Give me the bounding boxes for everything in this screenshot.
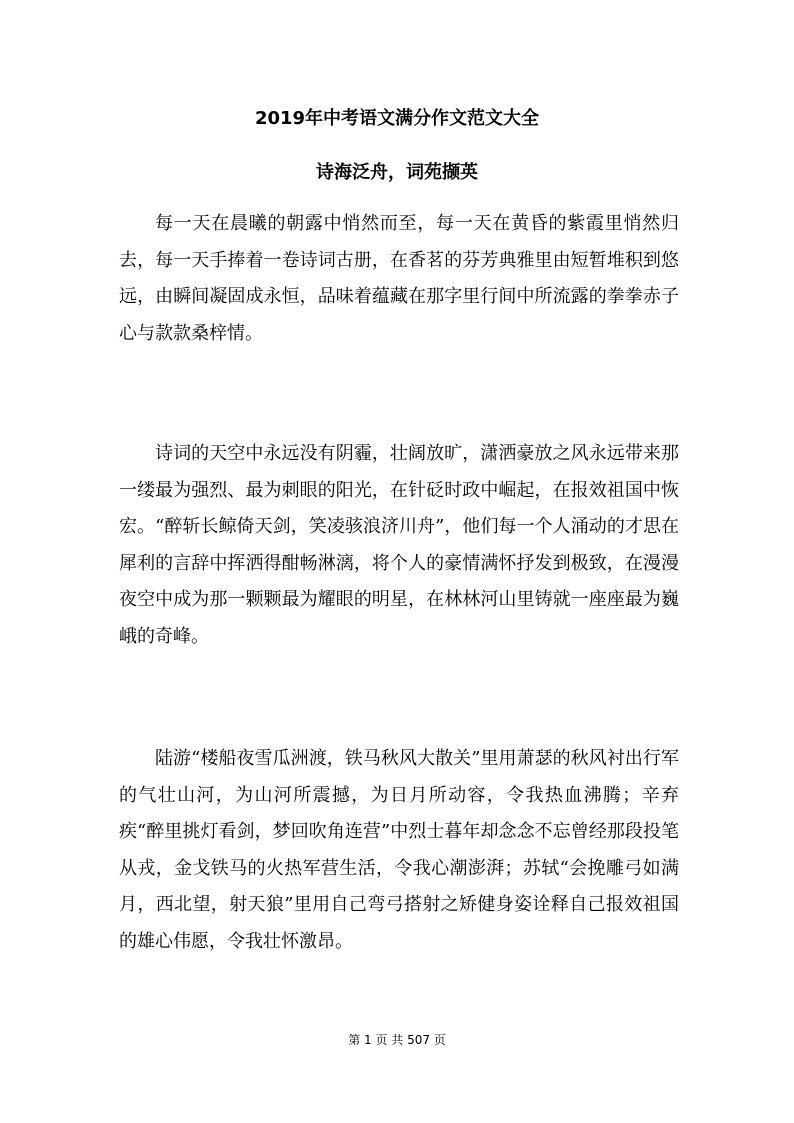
page-title: 2019年中考语文满分作文范文大全	[254, 108, 540, 129]
essay-title: 诗海泛舟，词苑撷英	[316, 162, 478, 183]
page-footer: 第 1 页 共 507 页	[348, 1033, 446, 1047]
paragraph: 陆游“楼船夜雪瓜洲渡，铁马秋风大散关”里用萧瑟的秋风衬出行军的气壮山河，为山河所震撼，为日月所动容，令我热血沸腾；辛弃疾“醉里挑灯看剑，梦回吹角连营”中烈士暮年却念念不忘曾经那段投笔从戎，金戈铁马的火热军营生活，令我心潮澎湃；苏轼“会挽雕弓如满月，西北望，射天狼”里用自己弯弓搭射之矫健身姿诠释自己报效祖国的雄心伟愿，令我壮怀激昂。	[119, 748, 679, 952]
paragraph: 每一天在晨曦的朝露中悄然而至，每一天在黄昏的紫霞里悄然归去，每一天手捧着一卷诗词古册，在香茗的芬芳典雅里由短暂堆积到悠远，由瞬间凝固成永恒，品味着蕴藏在那字里行间中所流露的拳拳赤子心与款款桑梓情。	[119, 213, 679, 344]
paragraph: 诗词的天空中永远没有阴霾，壮阔放旷，潇洒豪放之风永远带来那一缕最为强烈、最为刺眼的阳光，在针砭时政中崛起，在报效祖国中恢宏。“醉斩长鲸倚天剑，笑凌骇浪济川舟”，他们每一个人涌动的才思在犀利的言辞中挥洒得酣畅淋漓，将个人的豪情满怀抒发到极致，在漫漫夜空中成为那一颗颗最为耀眼的明星，在林林河山里铸就一座座最为巍峨的奇峰。	[119, 443, 679, 647]
